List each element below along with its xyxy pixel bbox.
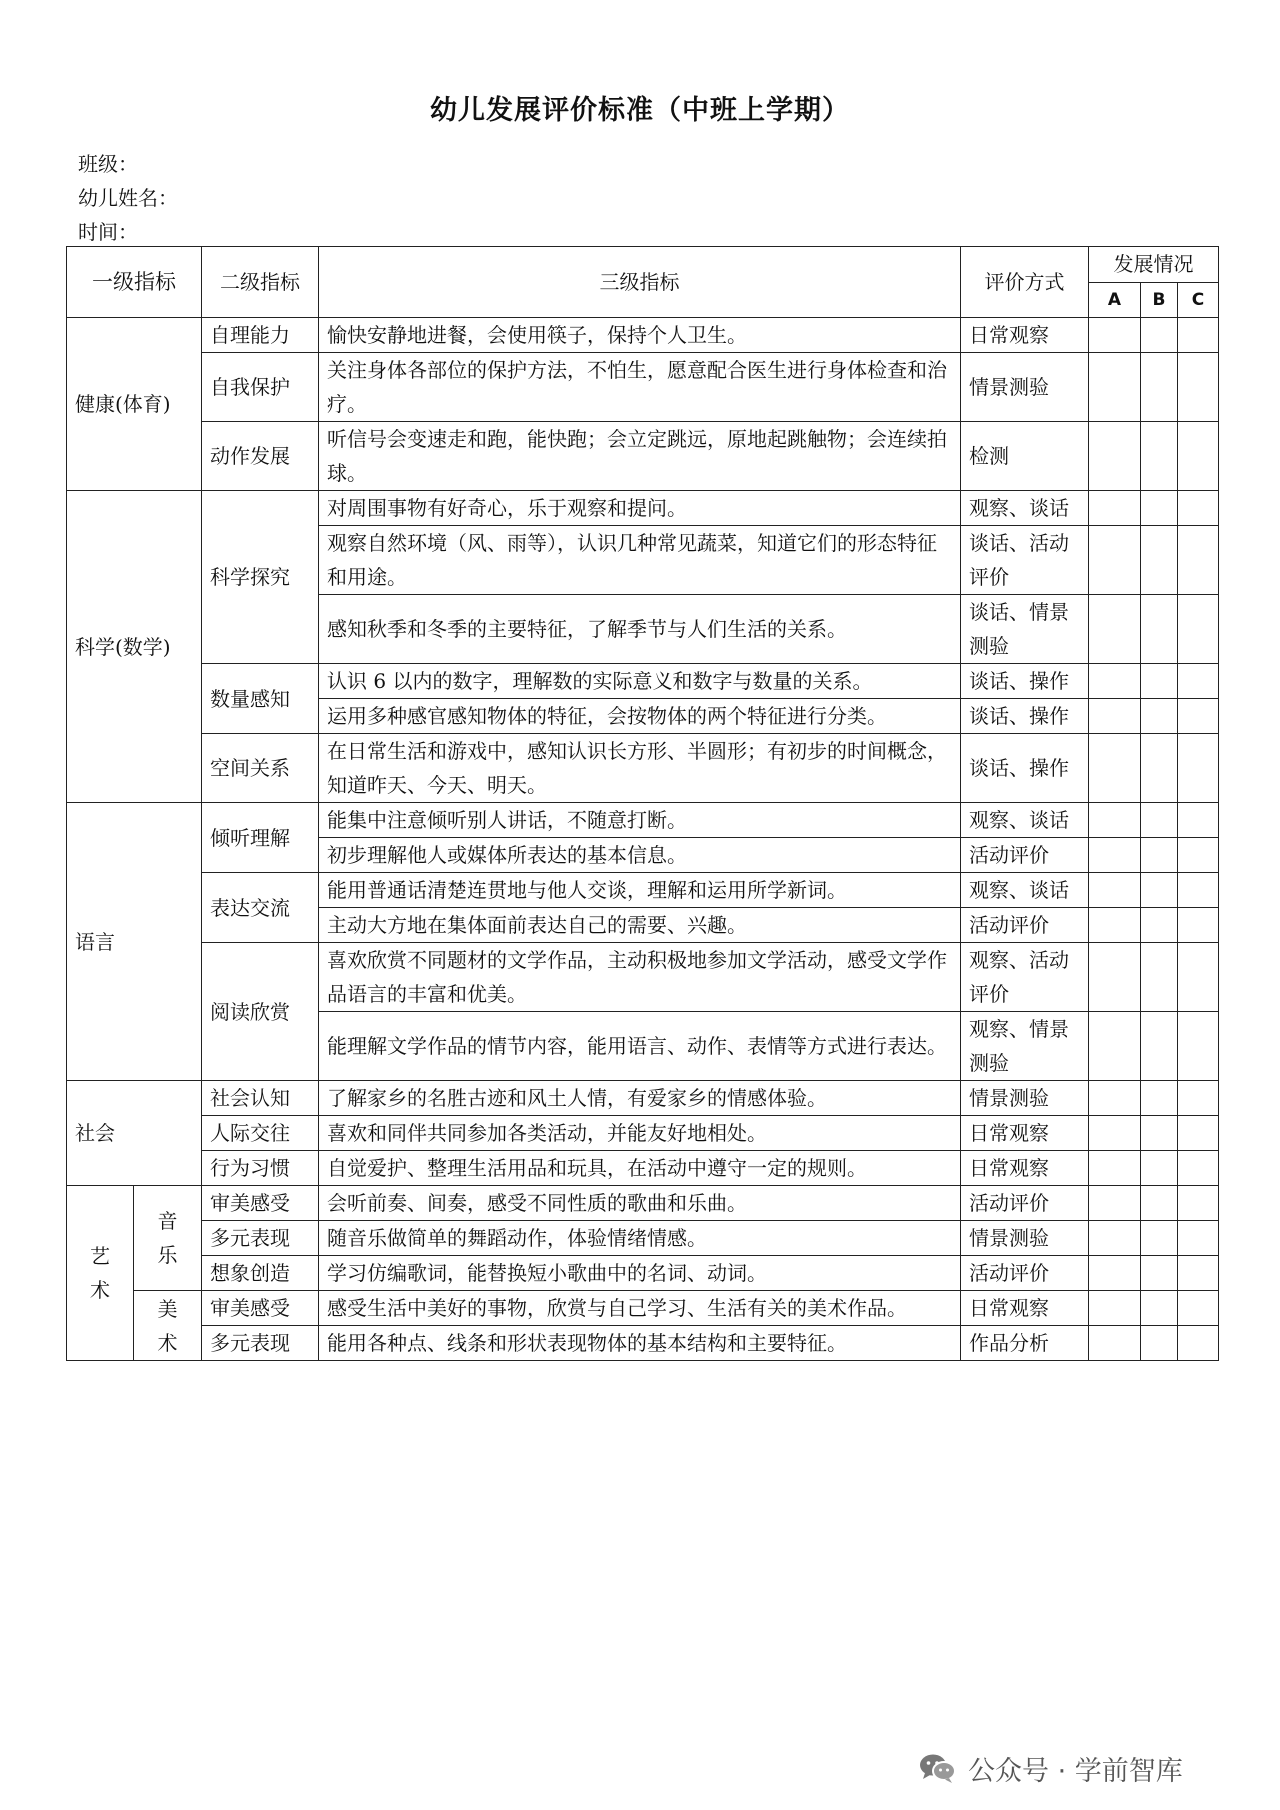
level1-art-text: 艺 术 bbox=[90, 1244, 110, 1302]
level3-cell: 认识 6 以内的数字，理解数的实际意义和数字与数量的关系。 bbox=[319, 664, 961, 699]
method-cell: 情景测验 bbox=[961, 353, 1089, 422]
grade-c-cell[interactable] bbox=[1178, 1221, 1219, 1256]
level2-cell: 倾听理解 bbox=[202, 803, 319, 873]
method-cell: 检测 bbox=[961, 422, 1089, 491]
grade-c-cell[interactable] bbox=[1178, 943, 1219, 1012]
method-cell: 谈话、活动评价 bbox=[961, 526, 1089, 595]
level2-cell: 自理能力 bbox=[202, 318, 319, 353]
grade-b-cell[interactable] bbox=[1141, 491, 1178, 526]
grade-a-cell[interactable] bbox=[1089, 526, 1141, 595]
grade-c-cell[interactable] bbox=[1178, 803, 1219, 838]
method-cell: 情景测验 bbox=[961, 1221, 1089, 1256]
level3-cell: 关注身体各部位的保护方法，不怕生，愿意配合医生进行身体检查和治疗。 bbox=[319, 353, 961, 422]
grade-a-cell[interactable] bbox=[1089, 422, 1141, 491]
grade-a-cell[interactable] bbox=[1089, 353, 1141, 422]
grade-c-cell[interactable] bbox=[1178, 1012, 1219, 1081]
sub-music-text: 音 乐 bbox=[157, 1209, 178, 1267]
level3-cell: 能理解文学作品的情节内容，能用语言、动作、表情等方式进行表达。 bbox=[319, 1012, 961, 1081]
method-cell: 谈话、操作 bbox=[961, 699, 1089, 734]
header-grade-a: A bbox=[1089, 282, 1141, 318]
grade-b-cell[interactable] bbox=[1141, 1151, 1178, 1186]
grade-b-cell[interactable] bbox=[1141, 699, 1178, 734]
method-cell: 观察、情景测验 bbox=[961, 1012, 1089, 1081]
grade-b-cell[interactable] bbox=[1141, 1186, 1178, 1221]
grade-c-cell[interactable] bbox=[1178, 422, 1219, 491]
method-cell: 活动评价 bbox=[961, 908, 1089, 943]
table-row bbox=[67, 803, 1219, 838]
header-grade-b: B bbox=[1141, 282, 1178, 318]
child-name-label: 幼儿姓名： bbox=[78, 186, 178, 210]
method-cell: 活动评价 bbox=[961, 1186, 1089, 1221]
level2-cell: 表达交流 bbox=[202, 873, 319, 943]
level3-cell: 能用普通话清楚连贯地与他人交谈，理解和运用所学新词。 bbox=[319, 873, 961, 908]
header-level1: 一级指标 bbox=[67, 247, 202, 318]
method-cell: 观察、谈话 bbox=[961, 491, 1089, 526]
grade-c-cell[interactable] bbox=[1178, 699, 1219, 734]
header-level3: 三级指标 bbox=[319, 247, 961, 318]
grade-a-cell[interactable] bbox=[1089, 803, 1141, 838]
grade-c-cell[interactable] bbox=[1178, 1326, 1219, 1361]
grade-c-cell[interactable] bbox=[1178, 734, 1219, 803]
method-cell: 情景测验 bbox=[961, 1081, 1089, 1116]
level2-cell: 多元表现 bbox=[202, 1221, 319, 1256]
grade-a-cell[interactable] bbox=[1089, 1221, 1141, 1256]
level3-cell: 会听前奏、间奏，感受不同性质的歌曲和乐曲。 bbox=[319, 1186, 961, 1221]
sub-fine-art bbox=[134, 1291, 202, 1361]
table-row bbox=[67, 1116, 1219, 1151]
grade-b-cell[interactable] bbox=[1141, 526, 1178, 595]
grade-c-cell[interactable] bbox=[1178, 595, 1219, 664]
table-row bbox=[67, 734, 1219, 803]
grade-a-cell[interactable] bbox=[1089, 1081, 1141, 1116]
watermark bbox=[918, 1748, 1183, 1788]
level3-cell: 观察自然环境（风、雨等），认识几种常见蔬菜，知道它们的形态特征和用途。 bbox=[319, 526, 961, 595]
grade-b-cell[interactable] bbox=[1141, 1326, 1178, 1361]
class-label: 班级： bbox=[78, 152, 138, 176]
method-cell: 观察、谈话 bbox=[961, 873, 1089, 908]
header-method: 评价方式 bbox=[961, 247, 1089, 318]
grade-a-cell[interactable] bbox=[1089, 491, 1141, 526]
table-row bbox=[67, 873, 1219, 908]
grade-c-cell[interactable] bbox=[1178, 1186, 1219, 1221]
grade-a-cell[interactable] bbox=[1089, 1326, 1141, 1361]
level3-cell: 自觉爱护、整理生活用品和玩具，在活动中遵守一定的规则。 bbox=[319, 1151, 961, 1186]
level3-cell: 感受生活中美好的事物，欣赏与自己学习、生活有关的美术作品。 bbox=[319, 1291, 961, 1326]
level2-cell: 人际交往 bbox=[202, 1116, 319, 1151]
level3-cell: 主动大方地在集体面前表达自己的需要、兴趣。 bbox=[319, 908, 961, 943]
grade-c-cell[interactable] bbox=[1178, 908, 1219, 943]
method-cell: 日常观察 bbox=[961, 1116, 1089, 1151]
table-row bbox=[67, 1291, 1219, 1326]
level3-cell: 随音乐做简单的舞蹈动作，体验情绪情感。 bbox=[319, 1221, 961, 1256]
time-label: 时间： bbox=[78, 220, 138, 244]
grade-a-cell[interactable] bbox=[1089, 734, 1141, 803]
method-cell: 观察、活动评价 bbox=[961, 943, 1089, 1012]
grade-c-cell[interactable] bbox=[1178, 526, 1219, 595]
table-row bbox=[67, 664, 1219, 699]
page-title: 幼儿发展评价标准（中班上学期） bbox=[430, 95, 850, 126]
level2-cell: 多元表现 bbox=[202, 1326, 319, 1361]
table-row bbox=[67, 1081, 1219, 1116]
method-cell: 活动评价 bbox=[961, 1256, 1089, 1291]
level3-cell: 学习仿编歌词，能替换短小歌曲中的名词、动词。 bbox=[319, 1256, 961, 1291]
method-cell: 谈话、操作 bbox=[961, 664, 1089, 699]
grade-a-cell[interactable] bbox=[1089, 1186, 1141, 1221]
level2-cell: 科学探究 bbox=[202, 491, 319, 664]
level1-health: 健康(体育) bbox=[67, 318, 202, 491]
sub-fine-art-text: 美 术 bbox=[157, 1296, 178, 1355]
grade-a-cell[interactable] bbox=[1089, 908, 1141, 943]
level3-cell: 愉快安静地进餐，会使用筷子，保持个人卫生。 bbox=[319, 318, 961, 353]
level3-cell: 听信号会变速走和跑，能快跑；会立定跳远，原地起跳触物；会连续拍球。 bbox=[319, 422, 961, 491]
grade-b-cell[interactable] bbox=[1141, 838, 1178, 873]
level3-cell: 能用各种点、线条和形状表现物体的基本结构和主要特征。 bbox=[319, 1326, 961, 1361]
grade-c-cell[interactable] bbox=[1178, 318, 1219, 353]
level3-cell: 喜欢和同伴共同参加各类活动，并能友好地相处。 bbox=[319, 1116, 961, 1151]
level2-cell: 审美感受 bbox=[202, 1291, 319, 1326]
method-cell: 活动评价 bbox=[961, 838, 1089, 873]
grade-b-cell[interactable] bbox=[1141, 1291, 1178, 1326]
grade-c-cell[interactable] bbox=[1178, 873, 1219, 908]
grade-c-cell[interactable] bbox=[1178, 1116, 1219, 1151]
grade-c-cell[interactable] bbox=[1178, 1291, 1219, 1326]
table-row bbox=[67, 422, 1219, 491]
watermark-text: 公众号 · 学前智库 bbox=[968, 1755, 1183, 1787]
grade-b-cell[interactable] bbox=[1141, 1012, 1178, 1081]
grade-c-cell[interactable] bbox=[1178, 1256, 1219, 1291]
grade-a-cell[interactable] bbox=[1089, 1291, 1141, 1326]
method-cell: 谈话、操作 bbox=[961, 734, 1089, 803]
grade-a-cell[interactable] bbox=[1089, 318, 1141, 353]
sub-music bbox=[134, 1186, 202, 1291]
table-row bbox=[67, 318, 1219, 353]
grade-a-cell[interactable] bbox=[1089, 1151, 1141, 1186]
grade-b-cell[interactable] bbox=[1141, 1256, 1178, 1291]
grade-b-cell[interactable] bbox=[1141, 803, 1178, 838]
grade-a-cell[interactable] bbox=[1089, 664, 1141, 699]
grade-a-cell[interactable] bbox=[1089, 699, 1141, 734]
header-development: 发展情况 bbox=[1089, 247, 1219, 283]
grade-b-cell[interactable] bbox=[1141, 908, 1178, 943]
grade-c-cell[interactable] bbox=[1178, 1081, 1219, 1116]
level1-society: 社会 bbox=[67, 1081, 202, 1186]
level3-cell: 能集中注意倾听别人讲话，不随意打断。 bbox=[319, 803, 961, 838]
grade-b-cell[interactable] bbox=[1141, 595, 1178, 664]
grade-a-cell[interactable] bbox=[1089, 873, 1141, 908]
level1-language: 语言 bbox=[67, 803, 202, 1081]
level2-cell: 自我保护 bbox=[202, 353, 319, 422]
grade-c-cell[interactable] bbox=[1178, 1151, 1219, 1186]
level1-science: 科学(数学) bbox=[67, 491, 202, 803]
grade-b-cell[interactable] bbox=[1141, 1221, 1178, 1256]
grade-b-cell[interactable] bbox=[1141, 1116, 1178, 1151]
level3-cell: 了解家乡的名胜古迹和风土人情，有爱家乡的情感体验。 bbox=[319, 1081, 961, 1116]
method-cell: 日常观察 bbox=[961, 1151, 1089, 1186]
table-row bbox=[67, 491, 1219, 526]
level3-cell: 对周围事物有好奇心，乐于观察和提问。 bbox=[319, 491, 961, 526]
header-grade-c: C bbox=[1178, 282, 1219, 318]
table-row bbox=[67, 1151, 1219, 1186]
grade-b-cell[interactable] bbox=[1141, 664, 1178, 699]
method-cell: 谈话、情景测验 bbox=[961, 595, 1089, 664]
level3-cell: 在日常生活和游戏中，感知认识长方形、半圆形；有初步的时间概念，知道昨天、今天、明天。 bbox=[319, 734, 961, 803]
level2-cell: 阅读欣赏 bbox=[202, 943, 319, 1081]
evaluation-table bbox=[66, 246, 1219, 1361]
level2-cell: 想象创造 bbox=[202, 1256, 319, 1291]
grade-b-cell[interactable] bbox=[1141, 318, 1178, 353]
level2-cell: 社会认知 bbox=[202, 1081, 319, 1116]
table-row bbox=[67, 1186, 1219, 1221]
grade-a-cell[interactable] bbox=[1089, 1012, 1141, 1081]
method-cell: 日常观察 bbox=[961, 318, 1089, 353]
level2-cell: 动作发展 bbox=[202, 422, 319, 491]
grade-b-cell[interactable] bbox=[1141, 422, 1178, 491]
grade-c-cell[interactable] bbox=[1178, 491, 1219, 526]
level3-cell: 感知秋季和冬季的主要特征，了解季节与人们生活的关系。 bbox=[319, 595, 961, 664]
grade-a-cell[interactable] bbox=[1089, 1116, 1141, 1151]
grade-b-cell[interactable] bbox=[1141, 943, 1178, 1012]
grade-c-cell[interactable] bbox=[1178, 838, 1219, 873]
level2-cell: 审美感受 bbox=[202, 1186, 319, 1221]
header-level2: 二级指标 bbox=[202, 247, 319, 318]
level2-cell: 数量感知 bbox=[202, 664, 319, 734]
method-cell: 作品分析 bbox=[961, 1326, 1089, 1361]
wechat-icon bbox=[918, 1751, 958, 1785]
grade-b-cell[interactable] bbox=[1141, 353, 1178, 422]
method-cell: 观察、谈话 bbox=[961, 803, 1089, 838]
grade-b-cell[interactable] bbox=[1141, 873, 1178, 908]
table-row bbox=[67, 353, 1219, 422]
table-row bbox=[67, 1326, 1219, 1361]
level2-cell: 行为习惯 bbox=[202, 1151, 319, 1186]
level3-cell: 运用多种感官感知物体的特征，会按物体的两个特征进行分类。 bbox=[319, 699, 961, 734]
level2-cell: 空间关系 bbox=[202, 734, 319, 803]
grade-a-cell[interactable] bbox=[1089, 1256, 1141, 1291]
table-row bbox=[67, 1256, 1219, 1291]
grade-b-cell[interactable] bbox=[1141, 734, 1178, 803]
grade-a-cell[interactable] bbox=[1089, 943, 1141, 1012]
method-cell: 日常观察 bbox=[961, 1291, 1089, 1326]
header-row bbox=[67, 247, 1219, 283]
level3-cell: 喜欢欣赏不同题材的文学作品，主动积极地参加文学活动，感受文学作品语言的丰富和优美。 bbox=[319, 943, 961, 1012]
grade-c-cell[interactable] bbox=[1178, 664, 1219, 699]
grade-c-cell[interactable] bbox=[1178, 353, 1219, 422]
grade-a-cell[interactable] bbox=[1089, 838, 1141, 873]
table-row bbox=[67, 943, 1219, 1012]
level3-cell: 初步理解他人或媒体所表达的基本信息。 bbox=[319, 838, 961, 873]
level1-art bbox=[67, 1186, 134, 1361]
table-row bbox=[67, 1221, 1219, 1256]
grade-b-cell[interactable] bbox=[1141, 1081, 1178, 1116]
grade-a-cell[interactable] bbox=[1089, 595, 1141, 664]
